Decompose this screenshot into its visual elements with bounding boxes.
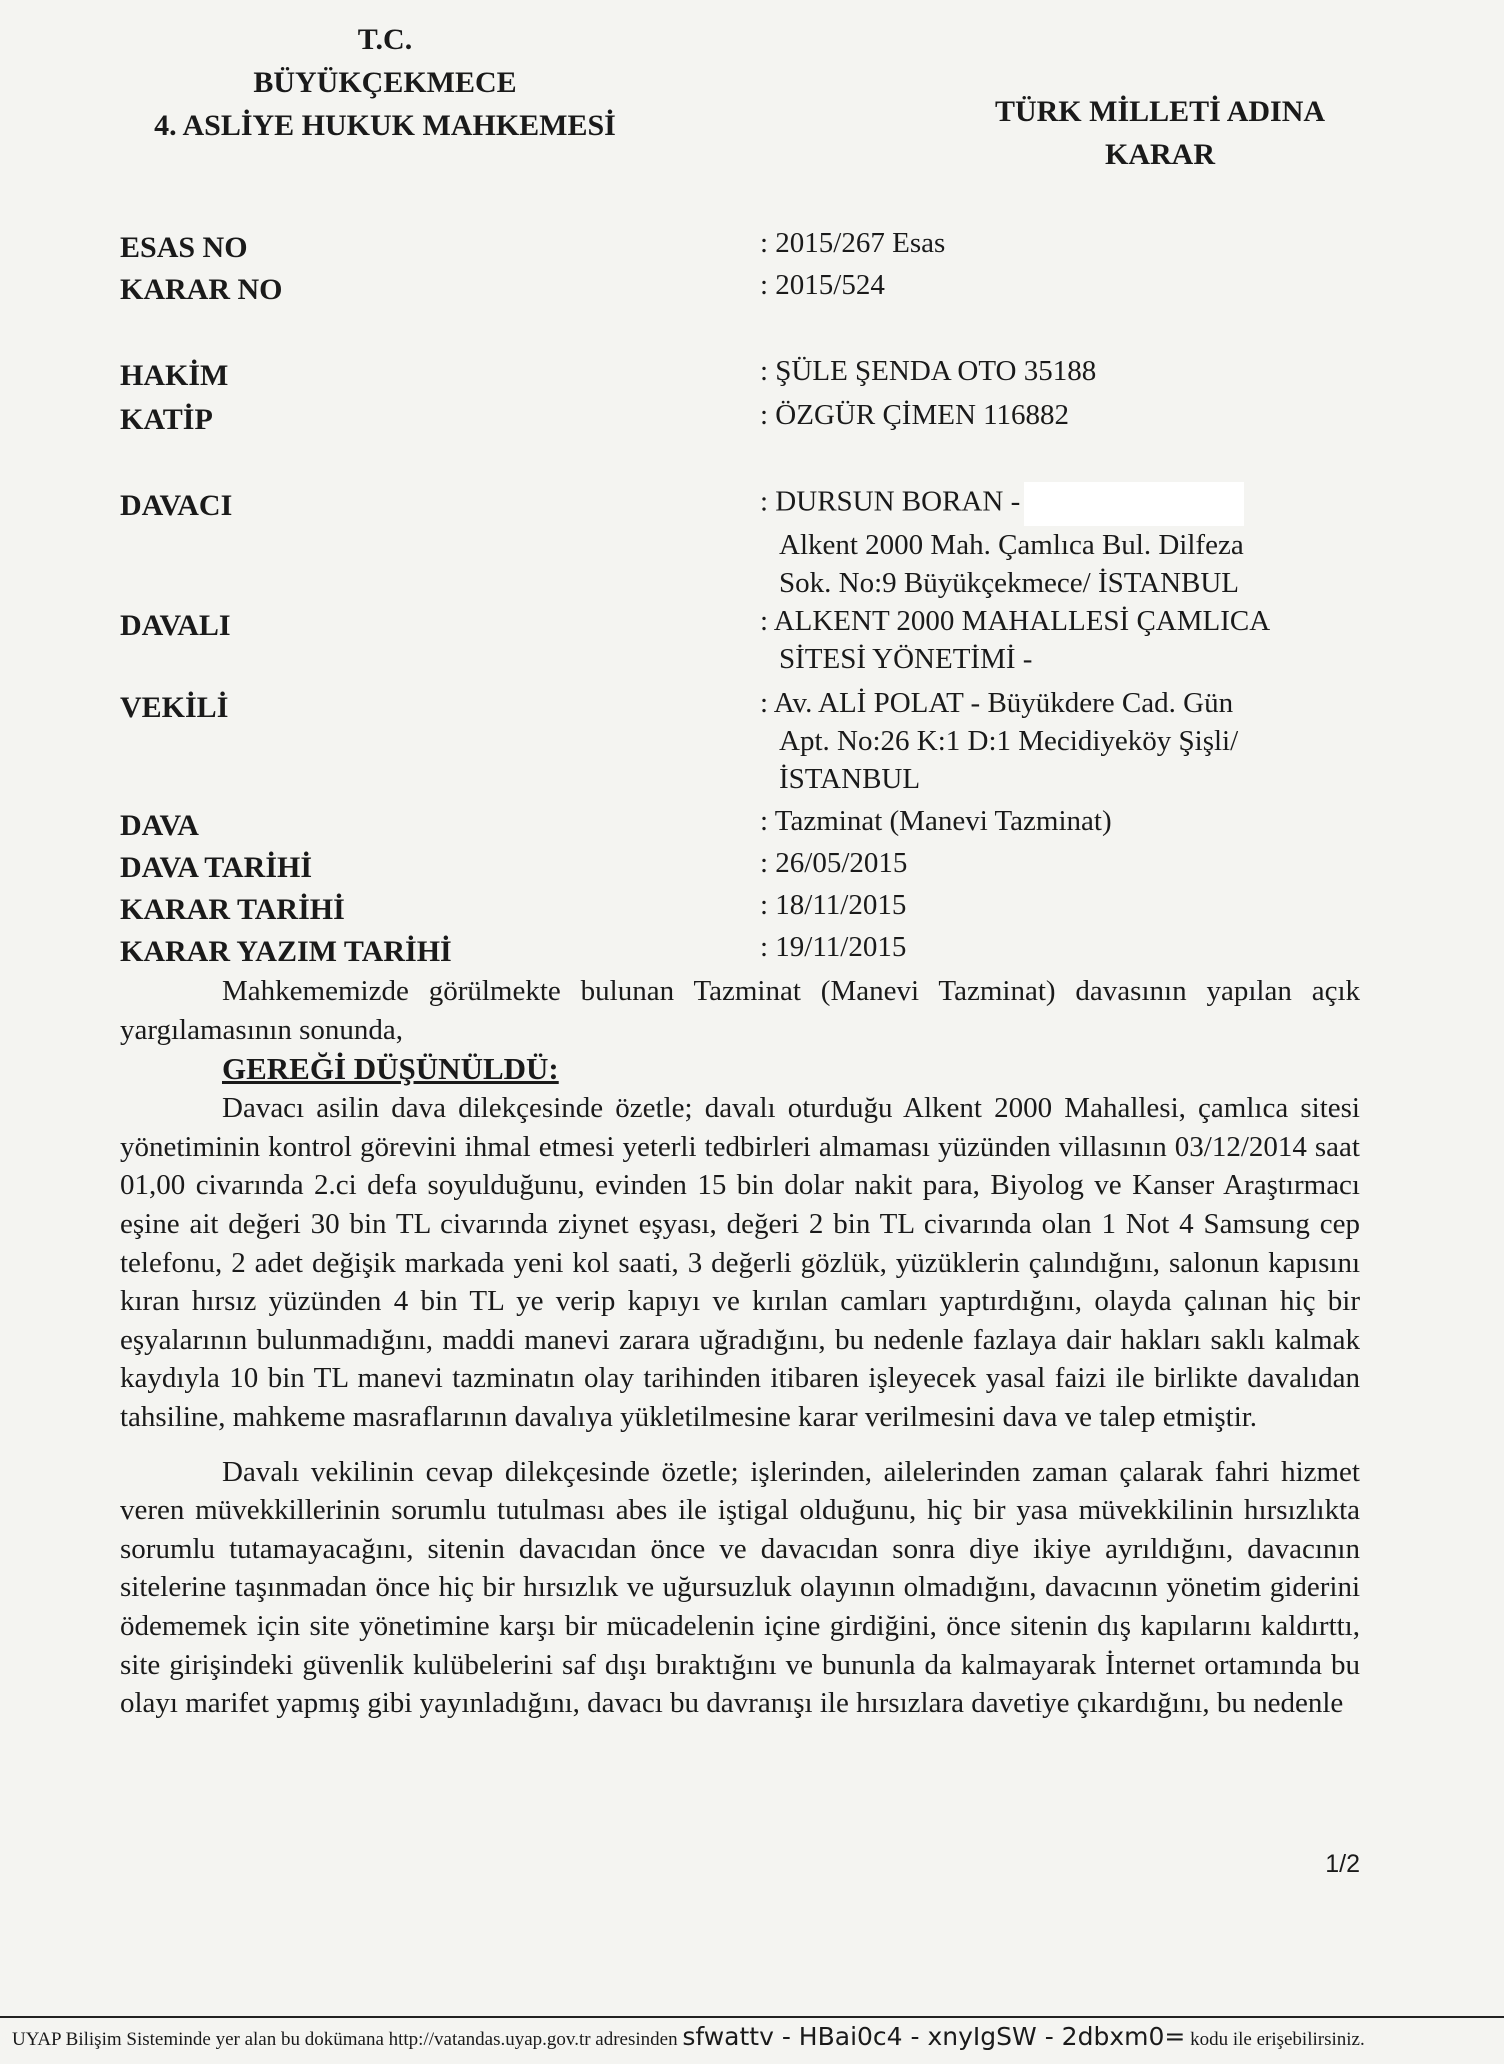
footer-divider [0,2016,1504,2018]
field-value: : ALKENT 2000 MAHALLESİ ÇAMLICA [760,605,1271,637]
footer [12,2022,1502,2055]
defendant-response-paragraph: Davalı vekilinin cevap dilekçesinde özetle; işlerinden, ailelerinden zaman çalarak fahri hizmet veren müvekkillerinin sorumlu tutulması abes ile iştigal olduğunu, hiç bir yasa müvekkilinin hırsızlıkta sorumlu tutamayacağını, sitenin davacıdan önce ve davacıdan sonra diye ikiye ayrıldığını, davacının sitelerine taşınmadan önce hiç bir hırsızlık ve uğursuzluk olayının olmadığını, davacının yönetim giderini ödememek için site yönetimine karşı bir mücadelenin içine girdiğini, önce sitenin dış kapılarını kaldırttı, site girişindeki güvenlik kulübelerini saf dışı bıraktığını ve bununla da kalmayarak İnternet ortamında bu olayı marifet yapmış gibi yayınladığını, davacı bu davranışı ile hırsızlara davetiye çıkardığını, bu nedenle [120,1455,1360,1720]
field-value: SİTESİ YÖNETİMİ - [779,643,1033,675]
redaction-box [1024,482,1244,526]
court-line-tc: T.C. [357,23,413,56]
access-code: sfwattv - HBai0c4 - xnyIgSW - 2dbxm0= [682,2022,1186,2051]
field-label: VEKİLİ [120,691,229,724]
field-label: KARAR NO [120,273,283,306]
field-value: İSTANBUL [779,763,921,795]
field-value: : DURSUN BORAN - [760,485,1021,518]
page-number: 1/2 [1325,1850,1360,1878]
field-label: KARAR TARİHİ [120,893,345,926]
field-value-address: Alkent 2000 Mah. Çamlıca Bul. Dilfeza [779,529,1244,561]
footer-prefix: UYAP Bilişim Sisteminde yer alan bu dokümana http://vatandas.uyap.gov.tr adresinden [12,2029,678,2050]
field-value: : 26/05/2015 [760,847,908,879]
field-label: DAVACI [120,489,233,522]
field-value-address: Sok. No:9 Büyükçekmece/ İSTANBUL [779,567,1240,599]
field-value: Apt. No:26 K:1 D:1 Mecidiyeköy Şişli/ [779,725,1239,757]
field-label: KARAR YAZIM TARİHİ [120,935,452,968]
field-value: : 19/11/2015 [760,931,907,963]
decision-title: KARAR [1105,138,1215,171]
field-label: DAVA TARİHİ [120,851,313,884]
court-header [125,18,645,147]
nation-line: TÜRK MİLLETİ ADINA [994,95,1326,128]
field-label: KATİP [120,403,213,436]
field-label: ESAS NO [120,231,248,264]
field-value: : ŞÜLE ŞENDA OTO 35188 [760,355,1097,387]
section-heading: GEREĞİ DÜŞÜNÜLDÜ: [222,1051,559,1087]
field-label: HAKİM [120,359,229,392]
field-label: DAVALI [120,609,231,642]
field-value: : ÖZGÜR ÇİMEN 116882 [760,399,1070,431]
field-value: : Tazminat (Manevi Tazminat) [760,805,1112,837]
field-value: : Av. ALİ POLAT - Büyükdere Cad. Gün [760,687,1234,719]
footer-suffix: kodu ile erişebilirsiniz. [1190,2029,1365,2050]
intro-paragraph: Mahkememizde görülmekte bulunan Tazminat (Manevi Tazminat) davasının yapılan açık yargılamasının sonunda, [120,975,1360,1046]
field-value: : 2015/267 Esas [760,227,946,259]
nation-header [950,90,1370,176]
court-line-city: BÜYÜKÇEKMECE [253,66,517,99]
court-line-name: 4. ASLİYE HUKUK MAHKEMESİ [154,109,616,142]
plaintiff-claim-paragraph: Davacı asilin dava dilekçesinde özetle; davalı oturduğu Alkent 2000 Mahallesi, çamlıca sitesi yönetiminin kontrol görevini ihmal etmesi yeterli tedbirleri almaması yüzünden villasının 03/12/2014 saat 01,00 civarında 2.ci defa soyulduğunu, evinden 15 bin dolar nakit para, Biyolog ve Kanser Araştırmacı eşine ait değeri 30 bin TL civarında ziynet eşyası, değeri 2 bin TL civarında olan 1 Not 4 Samsung cep telefonu, 2 adet değişik markada yeni kol saati, 3 değerli gözlük, yüzüklerin çalındığını, salonun kapısını kıran hırsız yüzünden 4 bin TL ye verip kapıyı ve kırılan camları yaptırdığını, olayda çalınan hiç bir eşyalarının bulunmadığını, maddi manevi zarara uğradığını, bu nedenle fazlaya dair hakları saklı kalmak kaydıyla 10 bin TL manevi tazminatın olay tarihinden itibaren işleyecek yasal faizi ile birlikte davalıdan tahsiline, mahkeme masraflarının davalıya yükletilmesine karar verilmesini dava ve talep etmiştir. [120,1092,1360,1433]
decision-body [120,972,1360,1723]
field-value: : 18/11/2015 [760,889,907,921]
field-value: : 2015/524 [760,269,885,301]
field-label: DAVA [120,809,199,842]
